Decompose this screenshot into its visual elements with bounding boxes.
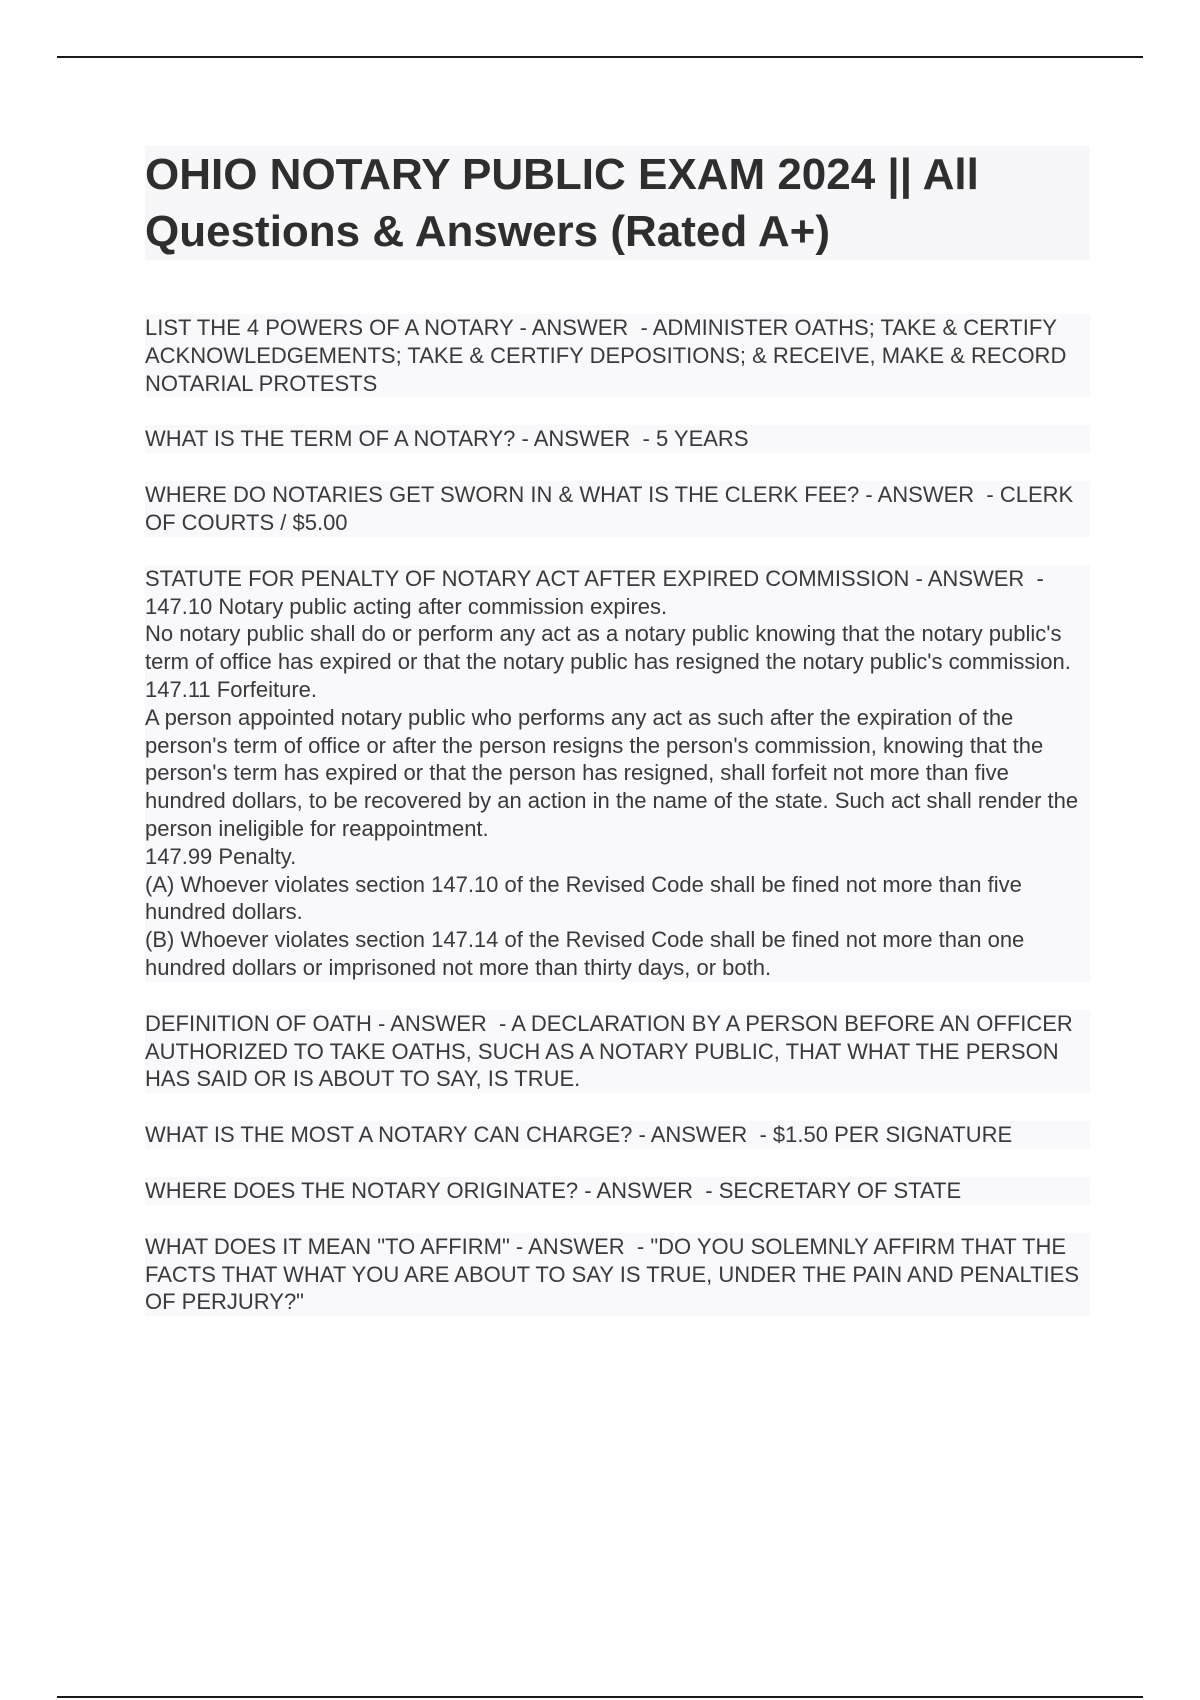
qa-text: WHAT IS THE TERM OF A NOTARY? - ANSWER - 5 YEARS	[145, 426, 749, 452]
qa-text: WHERE DOES THE NOTARY ORIGINATE? - ANSWER - SECRETARY OF STATE	[145, 1177, 962, 1203]
qa-item	[145, 314, 1090, 397]
qa-text: WHAT IS THE MOST A NOTARY CAN CHARGE? - ANSWER - $1.50 PER SIGNATURE	[145, 1122, 1013, 1148]
qa-answer-lines	[145, 620, 1090, 981]
qa-item	[145, 1010, 1090, 1093]
qa-list	[145, 314, 1090, 1316]
qa-text: WHERE DO NOTARIES GET SWORN IN & WHAT IS THE CLERK FEE? - ANSWER - CLERK OF COURTS / $5.00	[145, 482, 1080, 535]
answer-line: (A) Whoever violates section 147.10 of the Revised Code shall be fined not more than five hundred dollars.	[145, 871, 1028, 925]
answer-line: No notary public shall do or perform any act as a notary public knowing that the notary public's term of office has expired or that the notary public has resigned the notary public's commission.	[145, 621, 1071, 675]
qa-text: DEFINITION OF OATH - ANSWER - A DECLARATION BY A PERSON BEFORE AN OFFICER AUTHORIZED TO TAKE OATHS, SUCH AS A NOTARY PUBLIC, THAT WHAT THE PERSON HAS SAID OR IS ABOUT TO SAY, IS TRUE.	[145, 1010, 1078, 1092]
qa-text: LIST THE 4 POWERS OF A NOTARY - ANSWER - ADMINISTER OATHS; TAKE & CERTIFY ACKNOWLEDGEMENTS; TAKE & CERTIFY DEPOSITIONS; & RECEIVE, MAKE & RECORD NOTARIAL PROTESTS	[145, 315, 1073, 396]
document-title: OHIO NOTARY PUBLIC EXAM 2024 || All Questions & Answers (Rated A+)	[145, 146, 1090, 260]
qa-item	[145, 565, 1090, 982]
qa-item	[145, 1121, 1090, 1149]
answer-line: 147.99 Penalty.	[145, 843, 297, 869]
qa-text: WHAT DOES IT MEAN "TO AFFIRM" - ANSWER - "DO YOU SOLEMNLY AFFIRM THAT THE FACTS THAT WHAT YOU ARE ABOUT TO SAY IS TRUE, UNDER THE PAIN AND PENALTIES OF PERJURY?"	[145, 1233, 1086, 1315]
top-rule	[57, 56, 1143, 58]
document-body	[145, 146, 1090, 1344]
bottom-rule	[57, 1696, 1143, 1698]
qa-item	[145, 1233, 1090, 1316]
qa-item	[145, 481, 1090, 537]
answer-line: 147.11 Forfeiture.	[145, 676, 318, 702]
qa-text: STATUTE FOR PENALTY OF NOTARY ACT AFTER EXPIRED COMMISSION - ANSWER - 147.10 Notary public acting after commission expires.	[145, 565, 1050, 619]
answer-line: A person appointed notary public who performs any act as such after the expiration of the person's term of office or after the person resigns the person's commission, knowing that the person's term has expired or that the person has resigned, shall forfeit not more than five hundred dollars, to be recovered by an action in the name of the state. Such act shall render the person ineligible for reappointment.	[145, 704, 1085, 841]
qa-item	[145, 1177, 1090, 1205]
answer-line: (B) Whoever violates section 147.14 of the Revised Code shall be fined not more than one hundred dollars or imprisoned not more than thirty days, or both.	[145, 927, 1031, 980]
qa-item	[145, 425, 1090, 453]
